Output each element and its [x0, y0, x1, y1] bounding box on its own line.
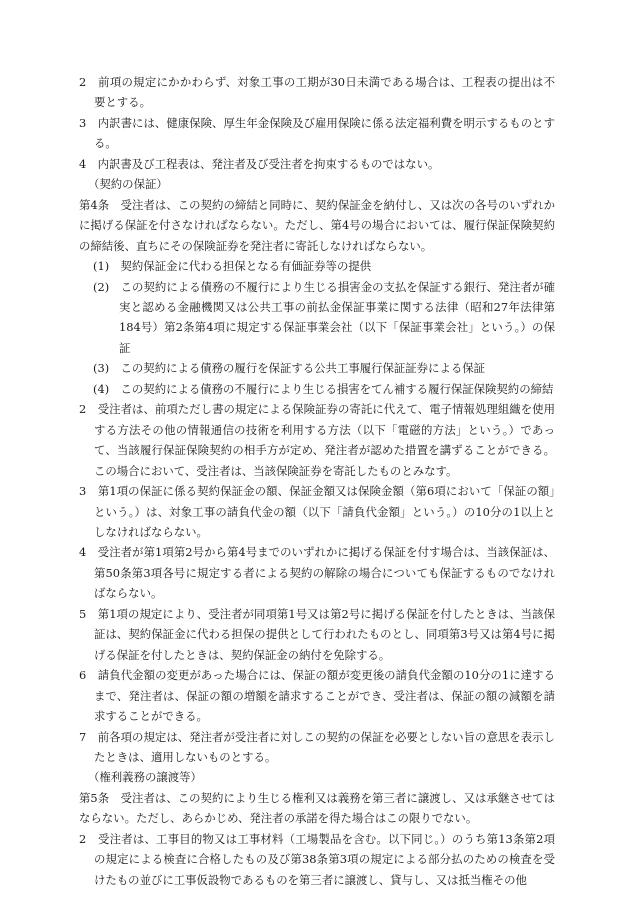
article-4-item-1: (1) 契約保証金に代わる担保となる有価証券等の提供	[93, 259, 372, 274]
paragraph-4-6: 6 請負代金額の変更があった場合には、保証の額が変更後の請負代金額の10分の1に達するまで、発注者は、保証の額の増額を請求することができ、受注者は、保証の額の減額を請求することができる。	[79, 668, 555, 724]
article-4-item-2: (2) この契約による債務の不履行により生じる損害金の支払を保証する銀行、発注者が確実と認める金融機関又は公共工事の前払金保証事業に関する法律（昭和27年法律第184号）第2条第4項に規定する保証事業会社（以下「保証事業会社」という。）の保証	[93, 279, 555, 355]
paragraph-4-2: 2 受注者は、前項ただし書の規定による保険証券の寄託に代えて、電子情報処理組織を使用する方法その他の情報通信の技術を利用する方法（以下「電磁的方法」という。）であって、当該履行保証保険契約の相手方が定め、発注者が認めた措置を講ずることができる。この場合において、受注者は、当該保険証券を寄託したものとみなす。	[79, 402, 555, 478]
article-4-item-4: (4) この契約による債務の不履行により生じる損害をてん補する履行保証保険契約の締結	[93, 381, 554, 396]
article-heading-assignment-of-rights: （権利義務の譲渡等）	[88, 770, 202, 785]
paragraph-5-2: 2 受注者は、工事目的物又は工事材料（工場製品を含む。以下同じ。）のうち第13条第2項の規定による検査に合格したもの及び第38条第3項の規定による部分払のための検査を受けたもの並びに工事仮設物であるものを第三者に譲渡し、貸与し、又は抵当権その他	[79, 831, 555, 887]
document-body	[79, 72, 555, 890]
paragraph-3-3: 3 内訳書には、健康保険、厚生年金保険及び雇用保険に係る法定福利費を明示するものとする。	[79, 115, 555, 151]
paragraph-4-5: 5 第1項の規定により、受注者が同項第1号又は第2号に掲げる保証を付したときは、当該保証は、契約保証金に代わる担保の提供として行われたものとし、同項第3号又は第4号に掲げる保証を付したときは、契約保証金の納付を免除する。	[79, 606, 555, 662]
paragraph-4-3: 3 第1項の保証に係る契約保証金の額、保証金額又は保険金額（第6項において「保証の額」という。）は、対象工事の請負代金の額（以下「請負代金額」という。）の10分の1以上としなければならない。	[79, 484, 555, 539]
paragraph-3-4: 4 内訳書及び工程表は、発注者及び受注者を拘束するものではない。	[79, 156, 440, 171]
paragraph-4-7: 7 前各項の規定は、発注者が受注者に対しこの契約の保証を必要としない旨の意思を表示したときは、適用しないものとする。	[79, 729, 555, 764]
article-4: 第4条 受注者は、この契約の締結と同時に、契約保証金を納付し、又は次の各号のいずれかに掲げる保証を付さなければならない。ただし、第4号の場合においては、履行保証保険契約の締結後、直ちにその保険証券を発注者に寄託しなければならない。	[79, 197, 555, 253]
paragraph-3-2: 2 前項の規定にかかわらず、対象工事の工期が30日未満である場合は、工程表の提出は不要とする。	[79, 75, 555, 110]
article-5: 第5条 受注者は、この契約により生じる権利又は義務を第三者に譲渡し、又は承継させてはならない。ただし、あらかじめ、発注者の承諾を得た場合はこの限りでない。	[79, 790, 555, 826]
paragraph-4-4: 4 受注者が第1項第2号から第4号までのいずれかに掲げる保証を付す場合は、当該保証は、第50条第3項各号に規定する者による契約の解除の場合についても保証するものでなければならない。	[79, 545, 555, 601]
article-4-item-3: (3) この契約による債務の履行を保証する公共工事履行保証証券による保証	[93, 361, 486, 376]
article-heading-contract-guarantee: （契約の保証）	[88, 177, 168, 192]
